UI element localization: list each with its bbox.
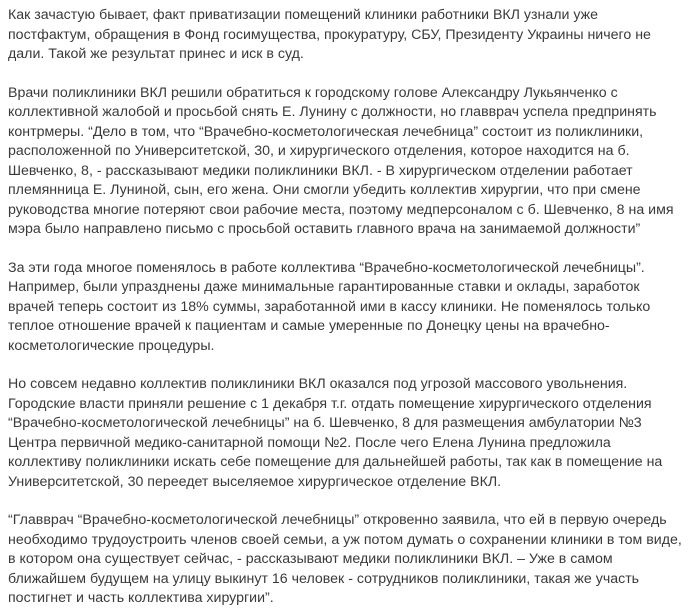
article-paragraph: Но совсем недавно коллектив поликлиники ВКЛ оказался под угрозой массового увольнения. Городские власти приняли решение с 1 декабря т.г. отдать помещение хирургического отделения “Врачебно-косметологической лечебницы” на б. Шевченко, 8 для размещения амбулатории №3 Центра первичной медико-санитарной помощи №2. После чего Елена Лунина предложила коллективу поликлиники искать себе помещение для дальнейшей работы, так как в помещение на Университетской, 30 переедет выселяемое хирургическое отделение ВКЛ. (8, 376, 663, 490)
article-paragraph: “Главврач “Врачебно-косметологической лечебницы” откровенно заявила, что ей в первую очередь необходимо трудоустроить членов своей семьи, а уж потом думать о сохранении клиники в том виде, в котором она существует сейчас, - рассказывают медики поликлиники ВКЛ. – Уже в самом ближайшем будущем на улицу выкинут 16 человек - сотрудников поликлиники, такая же участь постигнет и часть коллектива хирургии”. (8, 512, 682, 606)
article-paragraph: Как зачастую бывает, факт приватизации помещений клиники работники ВКЛ узнали уже постфактум, обращения в Фонд госимущества, прокуратуру, СБУ, Президенту Украины ничего не дали. Такой же результат принес и иск в суд. (8, 7, 651, 62)
article-paragraph: Врачи поликлиники ВКЛ решили обратиться к городскому голове Александру Лукьянченко с коллективной жалобой и просьбой снять Е. Лунину с должности, но главврач успела предпринять контрмеры. “Дело в том, что “Врачебно-косметологическая лечебница” состоит из поликлиники, расположенной по Университетской, 30, и хирургического отделения, которое находится на б. Шевченко, 8, - рассказывают медики поликлиники ВКЛ. - В хирургическом отделении работает племянница Е. Луниной, сын, его жена. Они смогли убедить коллектив хирургии, что при смене руководства многие потеряют свои рабочие места, поэтому медперсоналом с б. Шевченко, 8 на имя мэра было направлено письмо с просьбой оставить главного врача на занимаемой должности” (8, 84, 674, 237)
article-paragraph: За эти года многое поменялось в работе коллектива “Врачебно-косметологической лечебницы”. Например, были упразднены даже минимальные гарантированные ставки и оклады, заработок врачей теперь состоит из 18% суммы, заработанной ими в кассу клиники. Не поменялось только теплое отношение врачей к пациентам и самые умеренные по Донецку цены на врачебно-косметологические процедуры. (8, 259, 651, 354)
